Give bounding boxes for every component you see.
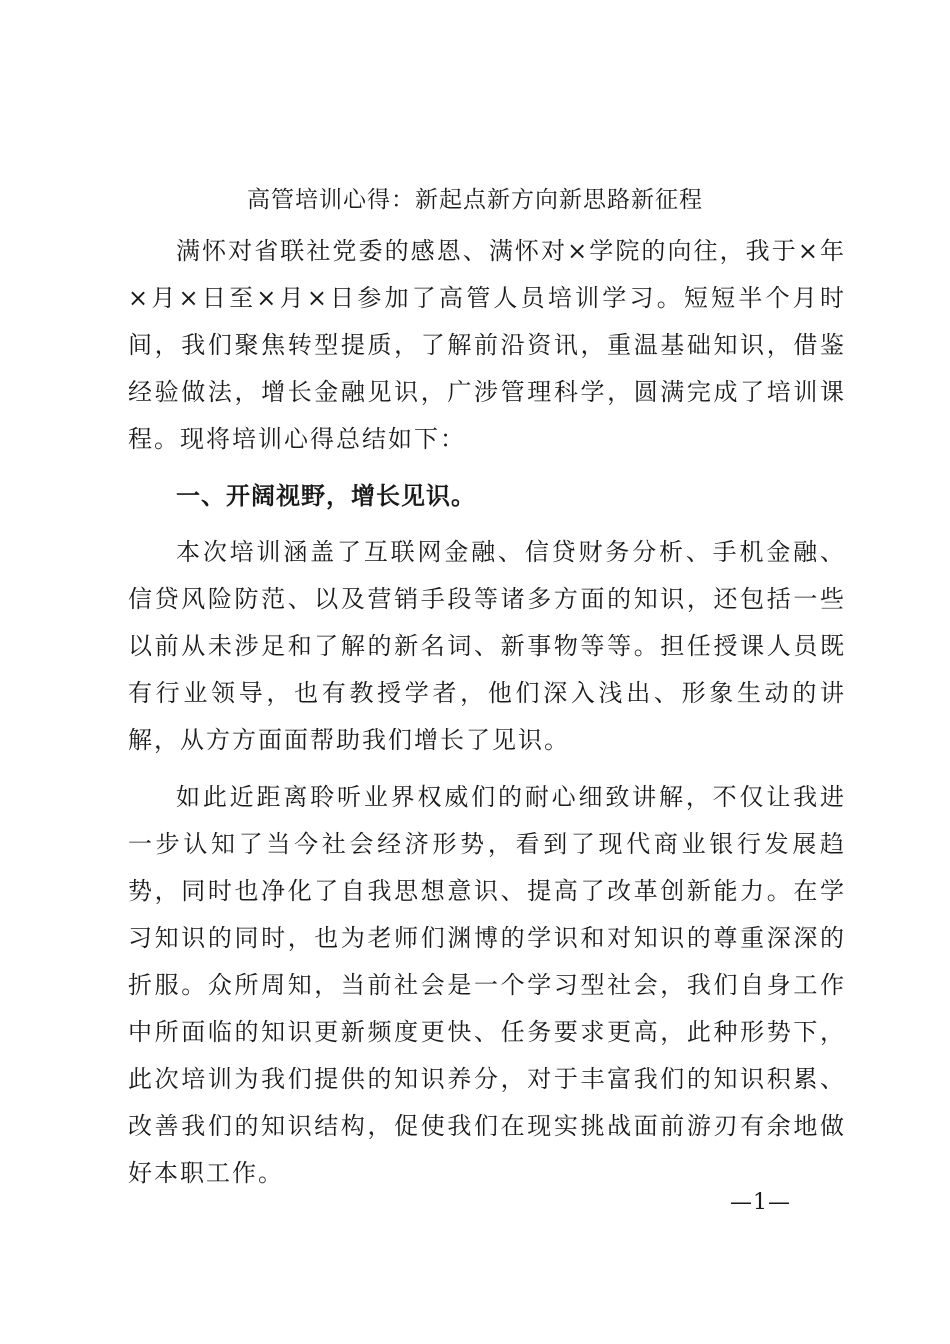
intro-paragraph: 满怀对省联社党委的感恩、满怀对×学院的向往，我于×年×月×日至×月×日参加了高管人员培训学习。短短半个月时间，我们聚焦转型提质，了解前沿资讯，重温基础知识，借鉴经验做法，增长金融见识，广涉管理科学，圆满完成了培训课程。现将培训心得总结如下： [128,237,846,453]
body-paragraph: 如此近距离聆听业界权威们的耐心细致讲解，不仅让我进一步认知了当今社会经济形势，看到了现代商业银行发展趋势，同时也净化了自我思想意识、提高了改革创新能力。在学习知识的同时，也为老师们渊博的学识和对知识的尊重深深的折服。众所周知，当前社会是一个学习型社会，我们自身工作中所面临的知识更新频度更快、任务要求更高，此种形势下，此次培训为我们提供的知识养分，对于丰富我们的知识积累、改善我们的知识结构，促使我们在现实挑战面前游刃有余地做好本职工作。 [128,783,846,1187]
page-number: —1— [730,1190,791,1215]
document-body [128,228,846,1197]
spacer [128,463,846,473]
document-title: 高管培训心得：新起点新方向新思路新征程 [247,187,703,213]
spacer [128,764,846,774]
section-heading: 一、开阔视野，增长见识。 [176,482,476,510]
body-paragraph: 本次培训涵盖了互联网金融、信贷财务分析、手机金融、信贷风险防范、以及营销手段等诸多方面的知识，还包括一些以前从未涉足和了解的新名词、新事物等等。担任授课人员既有行业领导，也有教授学者，他们深入浅出、形象生动的讲解，从方方面面帮助我们增长了见识。 [128,538,846,754]
